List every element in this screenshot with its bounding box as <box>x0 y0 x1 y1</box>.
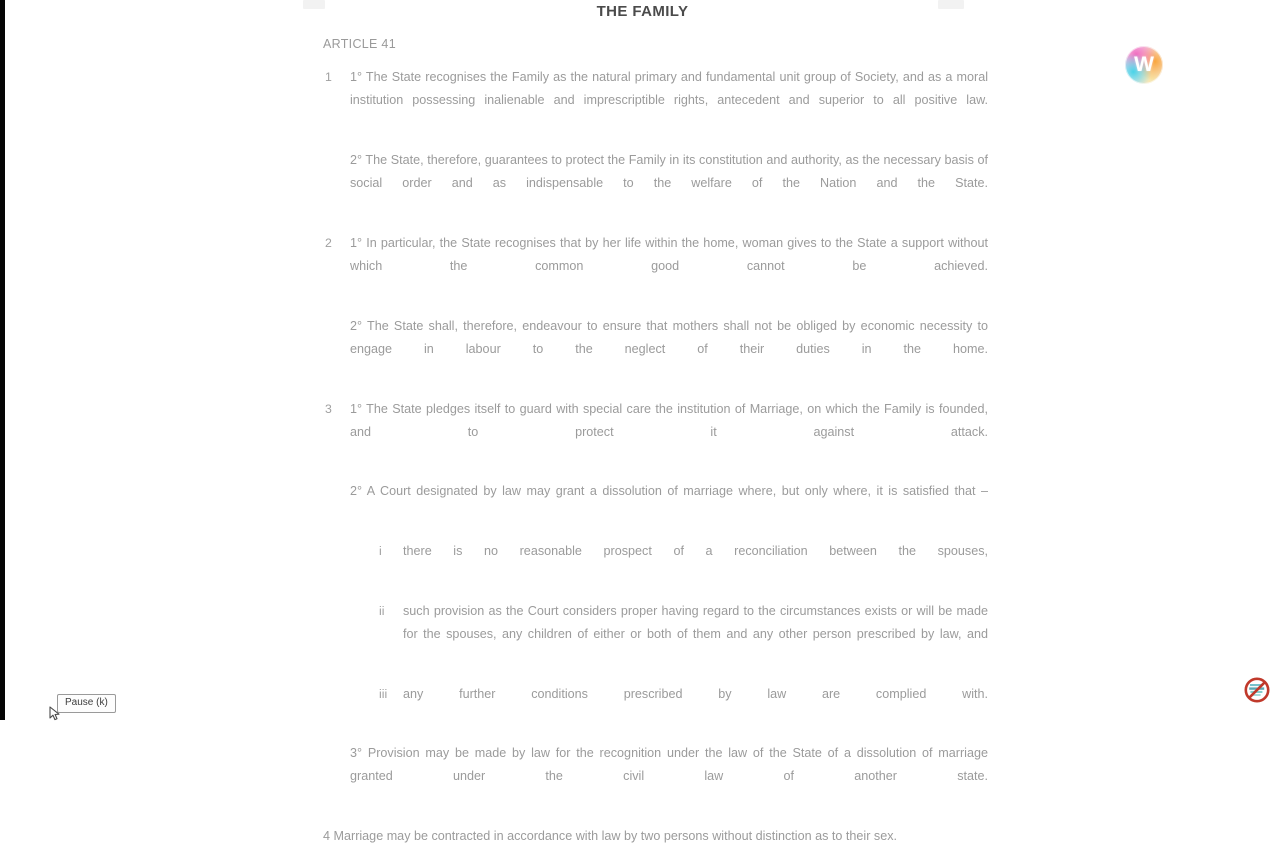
list-item <box>350 600 988 670</box>
list-item <box>350 540 988 587</box>
article-label: ARTICLE 41 <box>323 37 396 51</box>
clause-margin-number: 2 <box>325 235 332 250</box>
clause-paragraph: 1° The State pledges itself to guard with special care the institution of Marriage, on which the Family is founded, and to protect it against attack. <box>350 401 988 439</box>
clause-block <box>323 66 988 136</box>
roman-numeral: ii <box>379 603 385 618</box>
roman-numeral: iii <box>379 686 388 701</box>
clause-paragraph: 3° Provision may be made by law for the recognition under the law of the State of a dissolution of marriage granted under the civil law of another state. <box>350 746 988 784</box>
clause-paragraph: 2° The State, therefore, guarantees to protect the Family in its constitution and authority, as the necessary basis of social order and as indispensable to the welfare of the Nation and the State. <box>350 152 988 191</box>
w-logo-glyph: W <box>1134 53 1154 76</box>
clause-paragraph: 2° A Court designated by law may grant a dissolution of marriage where, but only where, it is satisfied that – <box>350 484 988 499</box>
roman-item-text: any further conditions prescribed by law are complied with. <box>403 686 988 701</box>
clause-margin-number: 3 <box>325 401 332 416</box>
roman-item-text: such provision as the Court considers proper having regard to the circumstances exists or will be made for the spouses, any children of either or both of them and any other person prescribed by law, and <box>403 603 988 641</box>
clause-paragraph: 1° The State recognises the Family as the natural primary and fundamental unit group of Society, and as a moral institution possessing inalienable and imprescriptible rights, antecedent and superior to all positive law. <box>350 70 988 108</box>
clause-paragraph: 1° In particular, the State recognises that by her life within the home, woman gives to the State a support without which the common good cannot be achieved. <box>350 235 988 274</box>
document-page <box>5 0 1280 844</box>
no-entry-svg <box>1244 677 1270 703</box>
list-item <box>350 683 988 730</box>
clause-block <box>323 232 988 302</box>
clause-block <box>323 398 988 468</box>
roman-numeral-list <box>323 540 988 729</box>
page-title: THE FAMILY <box>596 3 689 20</box>
clause-paragraph: 2° The State shall, therefore, endeavour to ensure that mothers shall not be obliged by economic necessity to engage in labour to the neglect of their duties in the home. <box>350 318 988 356</box>
player-tooltip: Pause (k) <box>57 694 116 713</box>
clause-margin-number: 1 <box>325 70 332 84</box>
clause-paragraph: 4 Marriage may be contracted in accordance with law by two persons without distinction as to their sex. <box>323 829 897 844</box>
document-body <box>323 66 988 861</box>
no-entry-icon[interactable] <box>1244 677 1270 703</box>
roman-item-text: there is no reasonable prospect of a reconciliation between the spouses, <box>403 544 988 559</box>
roman-numeral: i <box>379 544 382 559</box>
w-gradient-logo-icon <box>1125 46 1163 84</box>
